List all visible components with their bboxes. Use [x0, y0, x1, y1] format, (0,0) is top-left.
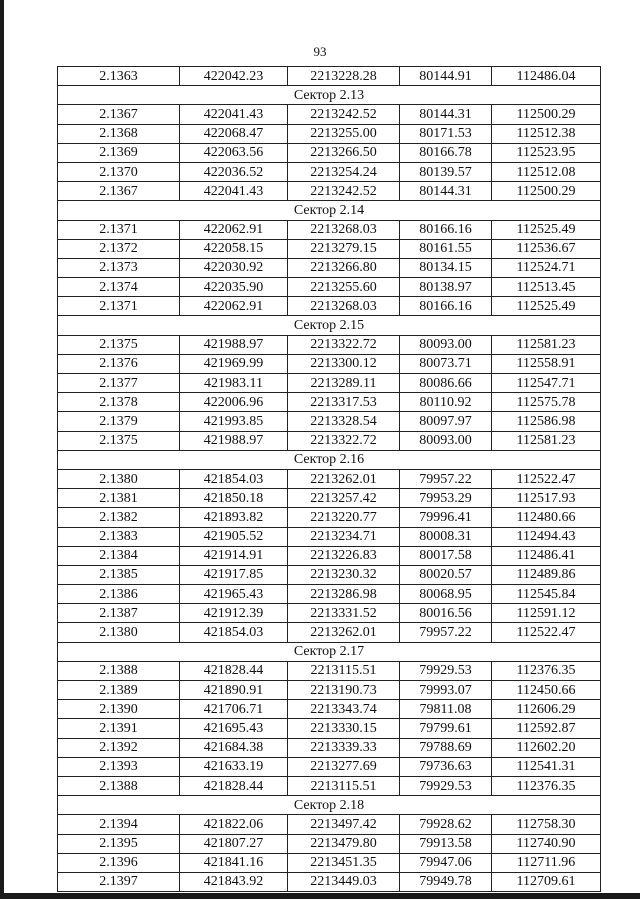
table-row	[58, 834, 601, 853]
point-number-cell: 2.1379	[58, 412, 180, 431]
y-local-cell: 112709.61	[492, 872, 601, 891]
table-row	[58, 738, 601, 757]
y-local-cell: 112517.93	[492, 489, 601, 508]
x-local-cell: 80139.57	[400, 162, 492, 181]
y-local-cell: 112513.45	[492, 278, 601, 297]
x-local-cell: 80144.31	[400, 105, 492, 124]
sector-label: Сектор 2.18	[58, 796, 601, 815]
x-coordinate-cell: 422030.92	[180, 258, 288, 277]
x-local-cell: 80134.15	[400, 258, 492, 277]
y-coordinate-cell: 2213262.01	[288, 623, 400, 642]
sector-label: Сектор 2.16	[58, 450, 601, 469]
table-row	[58, 604, 601, 623]
x-coordinate-cell: 421965.43	[180, 585, 288, 604]
point-number-cell: 2.1367	[58, 182, 180, 201]
x-local-cell: 79913.58	[400, 834, 492, 853]
y-coordinate-cell: 2213289.11	[288, 374, 400, 393]
y-local-cell: 112376.35	[492, 661, 601, 680]
point-number-cell: 2.1385	[58, 565, 180, 584]
table-row	[58, 182, 601, 201]
sector-header-row	[58, 201, 601, 220]
x-local-cell: 80144.91	[400, 67, 492, 86]
point-number-cell: 2.1390	[58, 700, 180, 719]
y-coordinate-cell: 2213226.83	[288, 546, 400, 565]
y-coordinate-cell: 2213322.72	[288, 431, 400, 450]
y-coordinate-cell: 2213451.35	[288, 853, 400, 872]
y-coordinate-cell: 2213300.12	[288, 354, 400, 373]
x-coordinate-cell: 422006.96	[180, 393, 288, 412]
x-coordinate-cell: 422058.15	[180, 239, 288, 258]
x-coordinate-cell: 421983.11	[180, 374, 288, 393]
table-row	[58, 412, 601, 431]
x-local-cell: 80171.53	[400, 124, 492, 143]
y-coordinate-cell: 2213262.01	[288, 469, 400, 488]
y-local-cell: 112494.43	[492, 527, 601, 546]
point-number-cell: 2.1375	[58, 335, 180, 354]
x-coordinate-cell: 421854.03	[180, 469, 288, 488]
y-coordinate-cell: 2213220.77	[288, 508, 400, 527]
x-local-cell: 79996.41	[400, 508, 492, 527]
y-local-cell: 112525.49	[492, 297, 601, 316]
y-coordinate-cell: 2213317.53	[288, 393, 400, 412]
y-coordinate-cell: 2213234.71	[288, 527, 400, 546]
table-row	[58, 585, 601, 604]
x-coordinate-cell: 421633.19	[180, 757, 288, 776]
sector-header-row	[58, 642, 601, 661]
table-row	[58, 565, 601, 584]
point-number-cell: 2.1371	[58, 220, 180, 239]
y-local-cell: 112524.71	[492, 258, 601, 277]
y-local-cell: 112581.23	[492, 431, 601, 450]
sector-header-row	[58, 796, 601, 815]
x-local-cell: 79811.08	[400, 700, 492, 719]
y-coordinate-cell: 2213268.03	[288, 297, 400, 316]
y-local-cell: 112486.41	[492, 546, 601, 565]
x-local-cell: 79953.29	[400, 489, 492, 508]
table-row	[58, 124, 601, 143]
x-coordinate-cell: 421822.06	[180, 815, 288, 834]
y-coordinate-cell: 2213268.03	[288, 220, 400, 239]
y-coordinate-cell: 2213339.33	[288, 738, 400, 757]
x-coordinate-cell: 422036.52	[180, 162, 288, 181]
x-local-cell: 80144.31	[400, 182, 492, 201]
x-coordinate-cell: 421905.52	[180, 527, 288, 546]
x-coordinate-cell: 421912.39	[180, 604, 288, 623]
y-local-cell: 112575.78	[492, 393, 601, 412]
table-row	[58, 239, 601, 258]
x-coordinate-cell: 421988.97	[180, 431, 288, 450]
y-local-cell: 112525.49	[492, 220, 601, 239]
y-local-cell: 112500.29	[492, 105, 601, 124]
y-coordinate-cell: 2213331.52	[288, 604, 400, 623]
x-coordinate-cell: 422063.56	[180, 143, 288, 162]
sector-header-row	[58, 316, 601, 335]
y-local-cell: 112512.38	[492, 124, 601, 143]
x-local-cell: 79947.06	[400, 853, 492, 872]
point-number-cell: 2.1387	[58, 604, 180, 623]
y-local-cell: 112536.67	[492, 239, 601, 258]
y-coordinate-cell: 2213286.98	[288, 585, 400, 604]
x-local-cell: 80166.78	[400, 143, 492, 162]
x-local-cell: 79799.61	[400, 719, 492, 738]
point-number-cell: 2.1393	[58, 757, 180, 776]
sector-label: Сектор 2.14	[58, 201, 601, 220]
x-local-cell: 79788.69	[400, 738, 492, 757]
x-coordinate-cell: 421969.99	[180, 354, 288, 373]
coordinates-table-body	[58, 67, 601, 892]
x-coordinate-cell: 422041.43	[180, 105, 288, 124]
y-local-cell: 112545.84	[492, 585, 601, 604]
x-local-cell: 80093.00	[400, 431, 492, 450]
x-coordinate-cell: 422068.47	[180, 124, 288, 143]
point-number-cell: 2.1372	[58, 239, 180, 258]
table-row	[58, 162, 601, 181]
table-row	[58, 815, 601, 834]
x-local-cell: 80073.71	[400, 354, 492, 373]
table-row	[58, 757, 601, 776]
y-local-cell: 112592.87	[492, 719, 601, 738]
table-row	[58, 527, 601, 546]
x-coordinate-cell: 421893.82	[180, 508, 288, 527]
x-local-cell: 80086.66	[400, 374, 492, 393]
y-coordinate-cell: 2213497.42	[288, 815, 400, 834]
y-local-cell: 112586.98	[492, 412, 601, 431]
table-row	[58, 681, 601, 700]
y-coordinate-cell: 2213277.69	[288, 757, 400, 776]
table-row	[58, 431, 601, 450]
x-coordinate-cell: 421828.44	[180, 776, 288, 795]
table-row	[58, 105, 601, 124]
x-local-cell: 80008.31	[400, 527, 492, 546]
y-local-cell: 112523.95	[492, 143, 601, 162]
point-number-cell: 2.1394	[58, 815, 180, 834]
x-local-cell: 80161.55	[400, 239, 492, 258]
point-number-cell: 2.1368	[58, 124, 180, 143]
x-coordinate-cell: 421828.44	[180, 661, 288, 680]
table-row	[58, 354, 601, 373]
x-coordinate-cell: 422062.91	[180, 297, 288, 316]
y-coordinate-cell: 2213254.24	[288, 162, 400, 181]
x-local-cell: 79949.78	[400, 872, 492, 891]
y-coordinate-cell: 2213343.74	[288, 700, 400, 719]
x-coordinate-cell: 421807.27	[180, 834, 288, 853]
x-coordinate-cell: 422041.43	[180, 182, 288, 201]
point-number-cell: 2.1389	[58, 681, 180, 700]
x-local-cell: 79929.53	[400, 661, 492, 680]
page-number: 93	[313, 44, 327, 59]
x-local-cell: 80016.56	[400, 604, 492, 623]
point-number-cell: 2.1363	[58, 67, 180, 86]
table-row	[58, 335, 601, 354]
y-local-cell: 112489.86	[492, 565, 601, 584]
y-coordinate-cell: 2213115.51	[288, 776, 400, 795]
table-row	[58, 853, 601, 872]
x-local-cell: 80093.00	[400, 335, 492, 354]
x-local-cell: 80166.16	[400, 220, 492, 239]
table-row	[58, 546, 601, 565]
y-coordinate-cell: 2213190.73	[288, 681, 400, 700]
x-coordinate-cell: 422062.91	[180, 220, 288, 239]
y-coordinate-cell: 2213255.60	[288, 278, 400, 297]
x-coordinate-cell: 422042.23	[180, 67, 288, 86]
y-local-cell: 112512.08	[492, 162, 601, 181]
table-row	[58, 489, 601, 508]
point-number-cell: 2.1395	[58, 834, 180, 853]
y-local-cell: 112591.12	[492, 604, 601, 623]
x-coordinate-cell: 421841.16	[180, 853, 288, 872]
y-local-cell: 112711.96	[492, 853, 601, 872]
y-coordinate-cell: 2213115.51	[288, 661, 400, 680]
y-local-cell: 112486.04	[492, 67, 601, 86]
x-local-cell: 80068.95	[400, 585, 492, 604]
sector-label: Сектор 2.15	[58, 316, 601, 335]
y-local-cell: 112522.47	[492, 469, 601, 488]
point-number-cell: 2.1369	[58, 143, 180, 162]
x-local-cell: 80138.97	[400, 278, 492, 297]
y-coordinate-cell: 2213257.42	[288, 489, 400, 508]
table-row	[58, 508, 601, 527]
table-row	[58, 776, 601, 795]
table-row	[58, 872, 601, 891]
table-row	[58, 297, 601, 316]
point-number-cell: 2.1388	[58, 661, 180, 680]
x-local-cell: 80110.92	[400, 393, 492, 412]
x-coordinate-cell: 421988.97	[180, 335, 288, 354]
y-coordinate-cell: 2213279.15	[288, 239, 400, 258]
x-local-cell: 79993.07	[400, 681, 492, 700]
table-row	[58, 220, 601, 239]
table-row	[58, 719, 601, 738]
x-local-cell: 80097.97	[400, 412, 492, 431]
scan-edge-bottom	[0, 893, 640, 899]
y-coordinate-cell: 2213230.32	[288, 565, 400, 584]
point-number-cell: 2.1377	[58, 374, 180, 393]
table-row	[58, 67, 601, 86]
x-local-cell: 80017.58	[400, 546, 492, 565]
x-coordinate-cell: 421914.91	[180, 546, 288, 565]
x-local-cell: 80166.16	[400, 297, 492, 316]
point-number-cell: 2.1375	[58, 431, 180, 450]
sector-header-row	[58, 450, 601, 469]
y-local-cell: 112740.90	[492, 834, 601, 853]
x-coordinate-cell: 421695.43	[180, 719, 288, 738]
table-row	[58, 278, 601, 297]
point-number-cell: 2.1392	[58, 738, 180, 757]
x-coordinate-cell: 421917.85	[180, 565, 288, 584]
x-coordinate-cell: 421890.91	[180, 681, 288, 700]
y-coordinate-cell: 2213322.72	[288, 335, 400, 354]
point-number-cell: 2.1397	[58, 872, 180, 891]
y-coordinate-cell: 2213242.52	[288, 182, 400, 201]
y-coordinate-cell: 2213255.00	[288, 124, 400, 143]
y-coordinate-cell: 2213228.28	[288, 67, 400, 86]
y-local-cell: 112522.47	[492, 623, 601, 642]
x-coordinate-cell: 422035.90	[180, 278, 288, 297]
y-coordinate-cell: 2213479.80	[288, 834, 400, 853]
x-coordinate-cell: 421843.92	[180, 872, 288, 891]
x-local-cell: 79928.62	[400, 815, 492, 834]
coordinates-table	[57, 66, 601, 892]
point-number-cell: 2.1383	[58, 527, 180, 546]
y-local-cell: 112758.30	[492, 815, 601, 834]
x-coordinate-cell: 421706.71	[180, 700, 288, 719]
table-row	[58, 258, 601, 277]
x-local-cell: 79736.63	[400, 757, 492, 776]
sector-label: Сектор 2.13	[58, 86, 601, 105]
x-local-cell: 79957.22	[400, 469, 492, 488]
y-coordinate-cell: 2213242.52	[288, 105, 400, 124]
point-number-cell: 2.1388	[58, 776, 180, 795]
y-local-cell: 112558.91	[492, 354, 601, 373]
point-number-cell: 2.1380	[58, 623, 180, 642]
table-row	[58, 374, 601, 393]
x-local-cell: 79957.22	[400, 623, 492, 642]
y-coordinate-cell: 2213330.15	[288, 719, 400, 738]
x-local-cell: 80020.57	[400, 565, 492, 584]
x-coordinate-cell: 421993.85	[180, 412, 288, 431]
point-number-cell: 2.1391	[58, 719, 180, 738]
y-coordinate-cell: 2213266.50	[288, 143, 400, 162]
y-local-cell: 112450.66	[492, 681, 601, 700]
x-local-cell: 79929.53	[400, 776, 492, 795]
y-coordinate-cell: 2213266.80	[288, 258, 400, 277]
point-number-cell: 2.1373	[58, 258, 180, 277]
x-coordinate-cell: 421684.38	[180, 738, 288, 757]
table-row	[58, 700, 601, 719]
scan-edge-left	[0, 0, 4, 899]
sector-label: Сектор 2.17	[58, 642, 601, 661]
point-number-cell: 2.1376	[58, 354, 180, 373]
point-number-cell: 2.1367	[58, 105, 180, 124]
point-number-cell: 2.1374	[58, 278, 180, 297]
y-local-cell: 112547.71	[492, 374, 601, 393]
y-coordinate-cell: 2213328.54	[288, 412, 400, 431]
point-number-cell: 2.1386	[58, 585, 180, 604]
y-local-cell: 112500.29	[492, 182, 601, 201]
y-local-cell: 112606.29	[492, 700, 601, 719]
point-number-cell: 2.1370	[58, 162, 180, 181]
point-number-cell: 2.1396	[58, 853, 180, 872]
table-row	[58, 143, 601, 162]
y-local-cell: 112480.66	[492, 508, 601, 527]
x-coordinate-cell: 421854.03	[180, 623, 288, 642]
y-local-cell: 112376.35	[492, 776, 601, 795]
point-number-cell: 2.1382	[58, 508, 180, 527]
point-number-cell: 2.1380	[58, 469, 180, 488]
y-coordinate-cell: 2213449.03	[288, 872, 400, 891]
point-number-cell: 2.1384	[58, 546, 180, 565]
point-number-cell: 2.1378	[58, 393, 180, 412]
y-local-cell: 112581.23	[492, 335, 601, 354]
y-local-cell: 112602.20	[492, 738, 601, 757]
sector-header-row	[58, 86, 601, 105]
table-row	[58, 623, 601, 642]
table-row	[58, 661, 601, 680]
point-number-cell: 2.1381	[58, 489, 180, 508]
table-row	[58, 393, 601, 412]
point-number-cell: 2.1371	[58, 297, 180, 316]
y-local-cell: 112541.31	[492, 757, 601, 776]
table-row	[58, 469, 601, 488]
x-coordinate-cell: 421850.18	[180, 489, 288, 508]
